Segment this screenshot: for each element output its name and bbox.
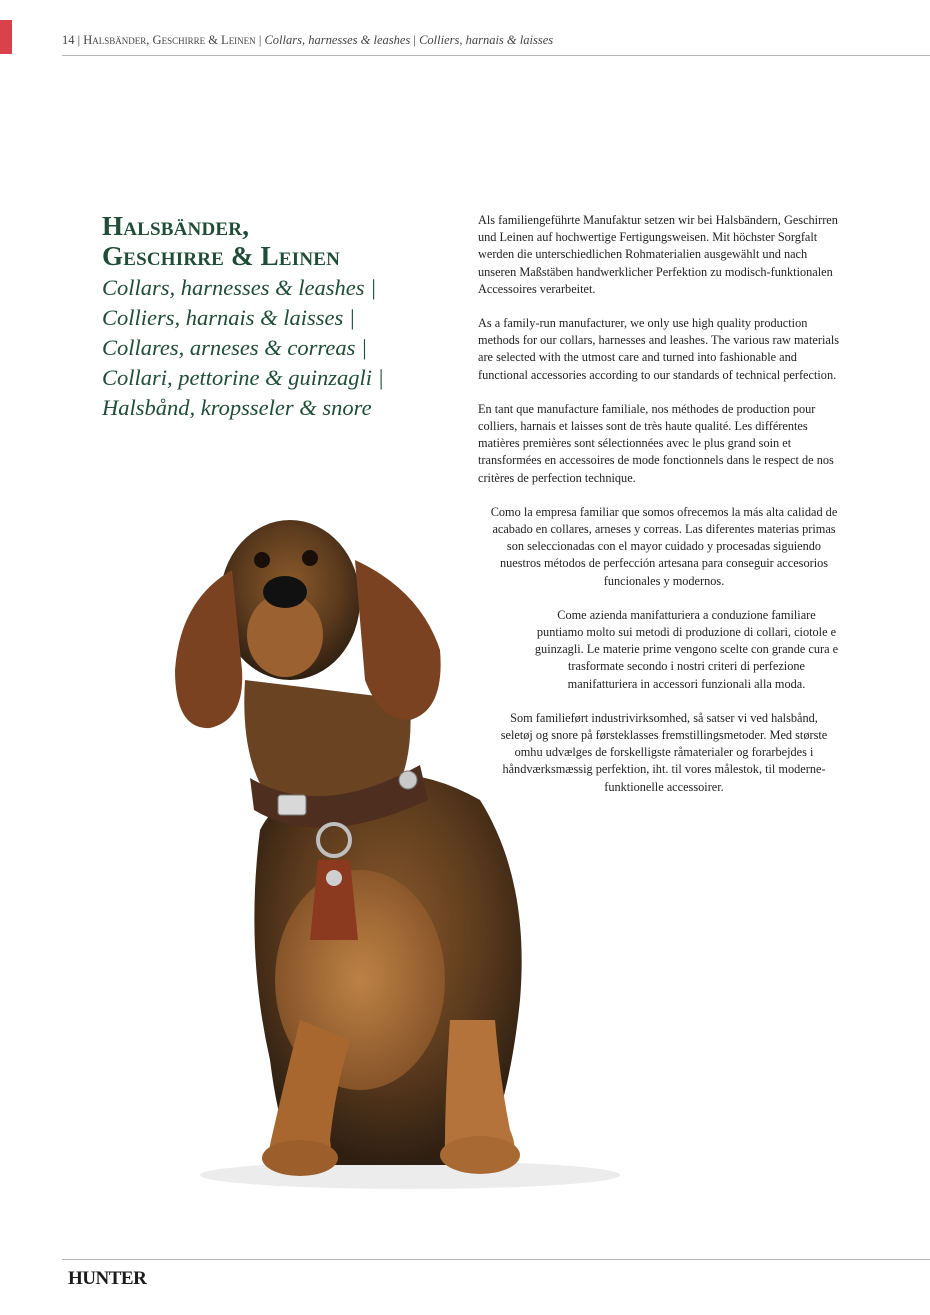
paragraph-es: Como la empresa familiar que somos ofrecemos la más alta calidad de acabado en collares, arneses y correas. Las diferentes materias primas son seleccionadas con el mayor cuidado y procesadas siguiendo nuestros métodos de perfección artesana para conseguir accesorios funcionales y modernos. <box>490 504 838 588</box>
paragraph-fr: En tant que manufacture familiale, nos méthodes de production pour colliers, harnais et laisses sont de très haute qualité. Les différentes matières premières sont sélectionnées avec le plus grand soin et transformées en accessoires de mode fonctionnels dans le respect de nos critères de perfection technique. <box>478 401 834 485</box>
running-header: 14 | Halsbänder, Geschirre & Leinen | Collars, harnesses & leashes | Colliers, harnais & laisses <box>62 33 554 47</box>
logo-text: HUNTER <box>68 1268 147 1289</box>
footer-divider <box>62 1259 930 1260</box>
title-subtitle: Collars, harnesses & leashes | Colliers, harnais & laisses | Collares, arneses & correas | Collari, pettorine & guinzagli | Halsbånd, kropsseler & snore <box>102 275 384 420</box>
header-title-fr: Colliers, harnais & laisses <box>419 33 554 47</box>
header-title-de: Halsbänder, Geschirre & Leinen <box>83 33 256 47</box>
paragraph-en: As a family-run manufacturer, we only use high quality production methods for our collars, harnesses and leashes. The various raw materials are selected with the utmost care and turned into fashionable and functional accessories according to our standards of technical perfection. <box>478 316 840 382</box>
page-number: 14 <box>62 33 75 47</box>
paragraph-de: Als familiengeführte Manufaktur setzen wir bei Halsbändern, Geschirren und Leinen auf hochwertige Fertigungsweisen. Mit höchster Sorgfalt werden die unterschiedlichen Rohmaterialien ausgewählt und nach unseren Maßstäben handwerklicher Perfektion zu modisch-funktionalen Accessoires verarbeitet. <box>478 213 838 296</box>
page-marker <box>0 20 12 54</box>
section-title <box>102 211 442 423</box>
paragraph-da: Som familieført industrivirksomhed, så satser vi ved halsbånd, seletøj og snore på førsteklasses fremstillingsmetoder. Med største omhu udvælges de forskelligste råmaterialer og forarbejdes i håndværksmæssig perfektion, iht. til vores målestok, til moderne-funktionelle accessoirer. <box>500 710 828 794</box>
header-divider <box>62 55 930 56</box>
title-line-2: Geschirre & Leinen <box>102 241 341 271</box>
hunter-logo <box>68 1268 146 1290</box>
dachshund-photo <box>150 500 620 1200</box>
paragraph-it: Come azienda manifatturiera a conduzione familiare puntiamo molto sui metodi di produzione di collari, ciotole e guinzagli. Le materie prime vengono scelte con grande cura e trasformate secondo i nostri criteri di perfezione manifatturiera in accessori funzionali alla moda. <box>534 607 839 691</box>
header-title-en: Collars, harnesses & leashes <box>264 33 411 47</box>
title-line-1: Halsbänder, <box>102 211 250 241</box>
